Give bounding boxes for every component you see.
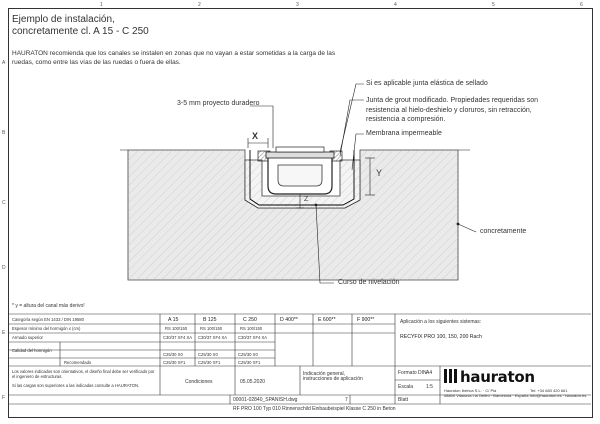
applic-value: RECYFIX PRO 100, 150, 200 Rach (400, 334, 482, 340)
scale-value: 1:5 (426, 384, 433, 390)
title-line: concretamente cl. A 15 - C 250 (12, 26, 149, 37)
hauraton-logo-icon (444, 369, 458, 383)
intro-line: ruedas, como entre las vías de las ruedas o fuera de ellas. (12, 58, 181, 66)
class-f900: F 900** (357, 317, 375, 323)
row-thickness-label: Espesor mínimo del hormigón x (cm) (12, 326, 81, 331)
conditions-note-line: Indicación general, (303, 371, 345, 377)
cell: C25/30 XF1 (238, 360, 261, 365)
ruler-mark: D (2, 265, 6, 271)
address-line: Hauraton Ibérica S.L. · C/ Pla (444, 388, 497, 393)
row-reinf-label: Armado superior (12, 335, 43, 340)
company-logo-text: hauraton (460, 368, 535, 386)
ruler-mark: A (2, 60, 6, 66)
ruler-mark: B (2, 130, 6, 136)
row-recom-label: Recomendado (64, 360, 92, 365)
cell: RS 100/150 (200, 326, 223, 331)
format-label: Formato DIN (398, 370, 427, 376)
label-membrane: Membrana impermeable (366, 130, 442, 137)
label-grout-line: resistencia a compresión. (366, 116, 446, 123)
ruler-mark: F (2, 395, 6, 401)
cell: RS 100/150 (240, 326, 263, 331)
ruler-mark: 1 (100, 2, 103, 8)
label-proj: 3-5 mm proyecto duradero (177, 100, 260, 107)
address-line: 08800 Vilanova i la Geltrú · Barcelona · España (444, 392, 529, 398)
label-grout-line: resistencia al hielo-deshielo y cloruros, sin retracción, (366, 106, 532, 114)
class-d400: D 400** (280, 317, 298, 323)
cell: C25/30 X0 (198, 352, 218, 357)
ruler-mark: 6 (580, 2, 583, 8)
file-name: 00001-02840_SPANISH.dwg (233, 397, 298, 403)
row-quality-label: Calidad del hormigón (12, 348, 52, 353)
conditions-note (303, 372, 363, 382)
conditions-label: Condiciones (185, 379, 213, 385)
cell: C30/37 XF4 XA (238, 335, 268, 340)
category-label: Categoría según EN 1433 / DIN 19580 (12, 317, 84, 322)
label-leveling: Curso de nivelación (338, 279, 400, 286)
label-concrete: concretamente (480, 228, 527, 235)
cell: C25/30 XF1 (163, 360, 186, 365)
file-page: 7 (345, 397, 348, 403)
ruler-mark: 2 (198, 2, 201, 8)
company-address (444, 389, 528, 398)
ruler-mark: 3 (296, 2, 299, 8)
cell: RS 100/150 (165, 326, 188, 331)
dim-x-label: X (252, 131, 259, 141)
drawing-title: RF PRO 100 Typ 010 Rinnenschild Einbaubeispiel Klasse C 250 in Beton (233, 406, 396, 412)
sheet-label: Blatt (398, 397, 409, 403)
contact-line: Tel: +34 683 420 661 (530, 388, 568, 393)
conditions-note-line: instrucciones de aplicación (303, 376, 363, 382)
format-value: A4 (426, 370, 433, 376)
title-line: Ejemplo de instalación, (12, 14, 115, 25)
company-contact (530, 389, 586, 398)
label-joint: Si es aplicable junta elástica de sellado (366, 80, 488, 87)
footnote: * y = altura del canal más derivo! (12, 303, 85, 309)
class-a15: A 15 (168, 317, 179, 323)
class-c250: C 250 (243, 317, 257, 323)
scale-label: Escala (398, 384, 414, 390)
intro-line: HAURATON recomienda que los canales se instalen en zonas que no vayan a estar sometidas a la carga de las (12, 50, 336, 57)
label-grout-line: Junta de grout modificado. Propiedades requeridas son (366, 97, 538, 104)
class-b125: B 125 (203, 317, 217, 323)
dim-z-label: Z (304, 196, 309, 203)
applic-label: Aplicación a los siguientes sistemas: (400, 319, 482, 325)
ruler-mark: E (2, 330, 6, 336)
ruler-mark: C (2, 200, 6, 206)
ruler-mark: 4 (394, 2, 397, 8)
cell: C25/30 X0 (238, 352, 258, 357)
ruler-mark: 5 (492, 2, 495, 8)
class-e600: E 600** (318, 317, 336, 323)
note-small: Los valores indicados son orientativos, el diseño final debe ser verificado por el ingeniero de estructuras. (12, 369, 155, 379)
cell: C30/37 XF4 XA (163, 335, 193, 340)
contact-line: info@hauraton.es · hauraton.es (530, 392, 587, 398)
conditions-date: 05.05.2020 (240, 379, 266, 385)
cell: C25/30 XF1 (198, 360, 221, 365)
note-small-2: Si las cargas son superiores a las indicadas consulte a HAURATON. (12, 383, 140, 388)
cell: C30/37 XF4 XA (198, 335, 228, 340)
dim-y-label: Y (376, 168, 383, 178)
cell: C25/30 X0 (163, 352, 183, 357)
